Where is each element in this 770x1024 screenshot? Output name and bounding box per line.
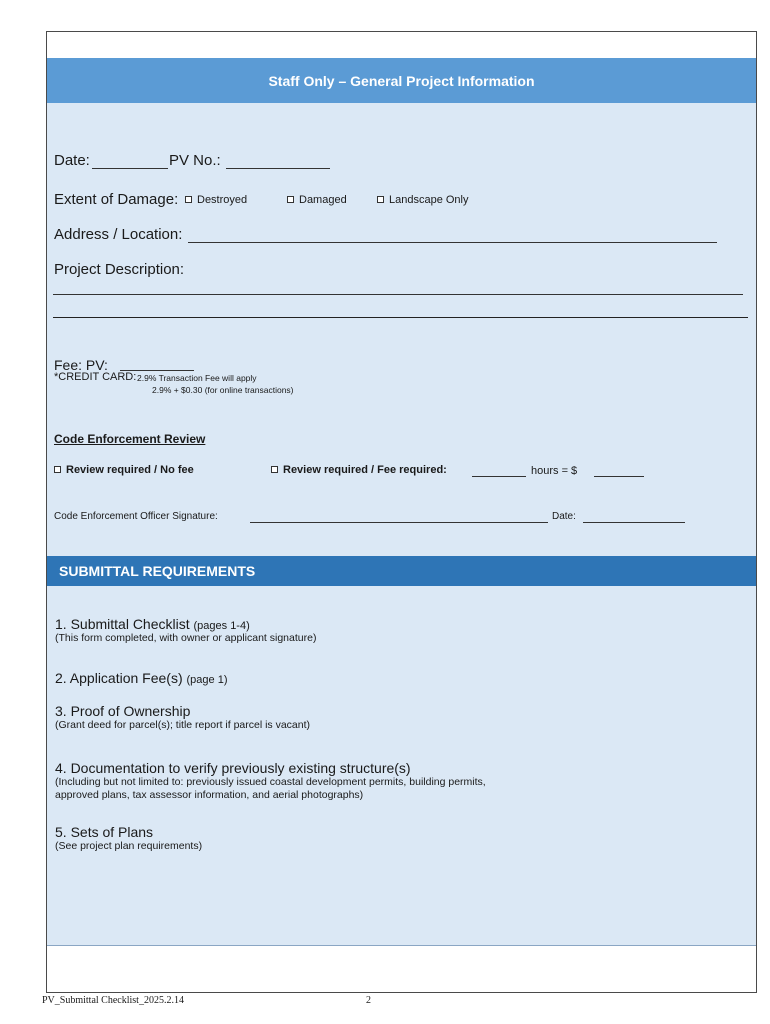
requirement-detail: (This form completed, with owner or applicant signature)	[55, 632, 317, 644]
fee-amount-field[interactable]	[594, 476, 644, 477]
officer-date-field[interactable]	[583, 522, 685, 523]
credit-card-line-2: 2.9% + $0.30 (for online transactions)	[152, 385, 294, 395]
description-line-1[interactable]	[53, 294, 743, 295]
address-label: Address / Location:	[54, 226, 183, 243]
requirement-note: (pages 1-4)	[193, 620, 250, 632]
hours-label: hours = $	[531, 465, 578, 477]
officer-date-label: Date:	[552, 511, 576, 522]
requirement-item	[55, 616, 316, 645]
requirement-title: 3. Proof of Ownership	[55, 703, 191, 719]
section-header-general: Staff Only – General Project Information	[47, 58, 756, 103]
description-line-2[interactable]	[53, 317, 748, 318]
requirement-item	[55, 824, 202, 853]
requirement-title: 4. Documentation to verify previously existing structure(s)	[55, 760, 411, 776]
requirement-detail: (See project plan requirements)	[55, 840, 203, 852]
date-field[interactable]	[92, 168, 168, 169]
code-enforcement-title: Code Enforcement Review	[54, 432, 206, 446]
project-description-label: Project Description:	[54, 261, 185, 278]
checkbox-icon	[185, 196, 192, 203]
hours-field[interactable]	[472, 476, 526, 477]
option-destroyed[interactable]: Destroyed	[185, 194, 247, 206]
checkbox-icon	[287, 196, 294, 203]
checkbox-icon	[377, 196, 384, 203]
requirement-detail: approved plans, tax assessor information, and aerial photographs)	[55, 789, 364, 801]
requirement-title: 1. Submittal Checklist	[55, 616, 190, 632]
page-number: 2	[366, 995, 371, 1006]
fee-label: Fee: PV:	[54, 357, 108, 373]
pv-number-field[interactable]	[226, 168, 330, 169]
pv-label: PV No.:	[169, 152, 221, 169]
requirement-detail: (Including but not limited to: previously issued coastal development permits, building permits,	[55, 776, 486, 788]
requirement-title: 2. Application Fee(s)	[55, 670, 183, 686]
option-damaged[interactable]: Damaged	[287, 194, 347, 206]
form-frame	[46, 31, 757, 993]
requirement-item	[55, 703, 310, 732]
credit-card-label: *CREDIT CARD:	[54, 371, 137, 383]
requirement-detail: (Grant deed for parcel(s); title report if parcel is vacant)	[55, 719, 311, 731]
requirement-note: (page 1)	[186, 674, 228, 686]
officer-signature-field[interactable]	[250, 522, 548, 523]
checkbox-icon	[54, 466, 61, 473]
option-review-fee[interactable]: Review required / Fee required:	[271, 464, 447, 476]
checkbox-icon	[271, 466, 278, 473]
credit-card-line-1: 2.9% Transaction Fee will apply	[137, 373, 257, 383]
section-header-submittal: SUBMITTAL REQUIREMENTS	[47, 556, 756, 586]
requirement-item	[55, 670, 228, 686]
document-name: PV_Submittal Checklist_2025.2.14	[42, 995, 184, 1006]
option-landscape-only[interactable]: Landscape Only	[377, 194, 469, 206]
option-review-no-fee[interactable]: Review required / No fee	[54, 464, 194, 476]
requirement-item	[55, 760, 486, 802]
extent-label: Extent of Damage:	[54, 191, 179, 208]
officer-signature-label: Code Enforcement Officer Signature:	[54, 511, 218, 522]
date-label: Date:	[54, 152, 90, 169]
staff-panel	[47, 58, 756, 946]
requirement-title: 5. Sets of Plans	[55, 824, 154, 840]
address-field[interactable]	[188, 242, 717, 243]
